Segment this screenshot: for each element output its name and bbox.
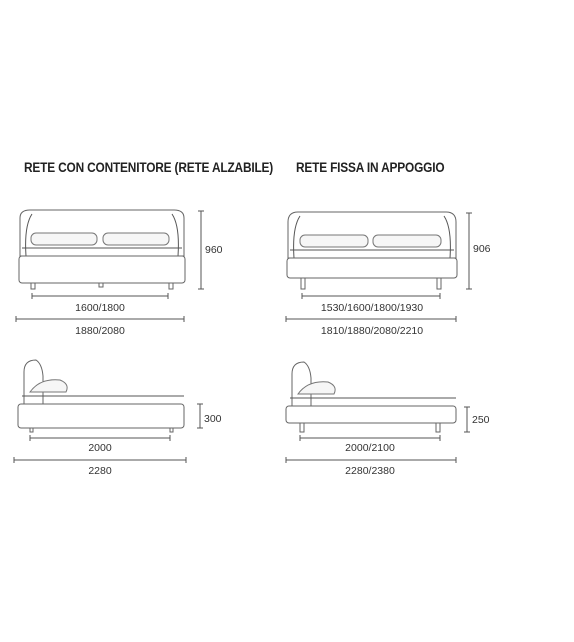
bed-leg (301, 278, 305, 289)
side-view-storage-bed (14, 360, 222, 477)
bed-leg-side (436, 423, 440, 432)
bed-leg (437, 278, 441, 289)
front-view-storage-bed (16, 210, 223, 337)
outer-length-label: 2280 (88, 465, 112, 477)
bed-base (19, 256, 185, 283)
side-view-fixed-bed (286, 362, 490, 477)
bed-base-side (18, 404, 184, 428)
bed-leg-side (300, 423, 304, 432)
inner-length-label: 2000 (88, 442, 112, 454)
section-title-storage-bed: RETE CON CONTENITORE (RETE ALZABILE) (24, 160, 274, 175)
height-label: 960 (205, 244, 223, 256)
headboard-side (292, 362, 311, 406)
pillow-left (300, 235, 368, 247)
section-title-fixed-bed: RETE FISSA IN APPOGGIO (296, 160, 445, 175)
bed-foot-side (170, 428, 173, 432)
height-label: 906 (473, 243, 491, 255)
outer-length-label: 2280/2380 (345, 465, 395, 477)
side-height-label: 300 (204, 413, 222, 425)
inner-width-label: 1600/1800 (75, 302, 125, 314)
outer-width-label: 1880/2080 (75, 325, 125, 337)
side-height-label: 250 (472, 414, 490, 426)
pillow-right (103, 233, 169, 245)
pillow-right (373, 235, 441, 247)
headboard-side (24, 360, 43, 404)
bed-foot (31, 283, 35, 289)
pillow-left (31, 233, 97, 245)
front-view-fixed-bed (286, 212, 491, 337)
bed-base (287, 258, 457, 278)
bed-foot (169, 283, 173, 289)
outer-width-label: 1810/1880/2080/2210 (320, 325, 424, 337)
bed-foot (99, 283, 103, 287)
inner-length-label: 2000/2100 (345, 442, 395, 454)
bed-base-side (286, 406, 456, 423)
inner-width-label: 1530/1600/1800/1930 (320, 302, 424, 314)
bed-foot-side (30, 428, 33, 432)
